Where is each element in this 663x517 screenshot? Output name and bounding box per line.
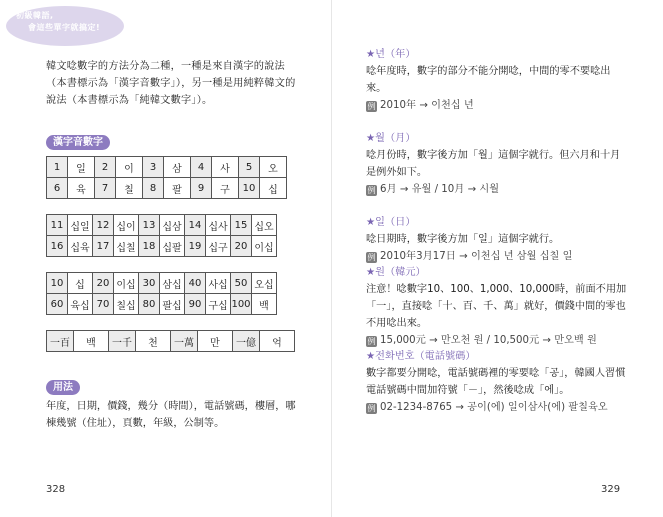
example-text: 2010年3月17日 → 이천십 년 삼월 십칠 일 — [380, 251, 573, 262]
korean-cell: 십구 — [206, 236, 231, 257]
korean-cell: 구십 — [206, 294, 231, 315]
table-row — [47, 331, 295, 352]
korean-cell: 육 — [68, 178, 95, 199]
number-cell: 12 — [93, 215, 114, 236]
entry-example — [366, 332, 630, 349]
example-text: 2010年 → 이천십 년 — [380, 100, 474, 111]
number-cell: 1 — [47, 157, 68, 178]
korean-cell: 억 — [260, 331, 295, 352]
chapter-badge-text — [16, 10, 100, 34]
example-mark-icon: 例 — [367, 337, 376, 346]
number-cell: 11 — [47, 215, 68, 236]
korean-cell: 육십 — [68, 294, 93, 315]
number-cell: 3 — [143, 157, 164, 178]
table-row — [47, 273, 277, 294]
table-row — [47, 178, 287, 199]
entry-2 — [366, 214, 630, 265]
korean-cell: 백 — [74, 331, 109, 352]
number-cell: 一億 — [233, 331, 260, 352]
korean-cell: 오 — [260, 157, 287, 178]
badge-line-2: 會這些單字就搞定! — [28, 23, 101, 32]
number-cell: 5 — [239, 157, 260, 178]
example-text: 02-1234-8765 → 공이(에) 일이삼사(에) 팔칠육오 — [380, 402, 608, 413]
number-cell: 80 — [139, 294, 160, 315]
number-cell: 20 — [231, 236, 252, 257]
korean-cell: 일 — [68, 157, 95, 178]
example-mark-icon: 例 — [367, 404, 376, 413]
entry-4 — [366, 348, 630, 416]
number-table-1 — [46, 156, 287, 199]
number-cell: 100 — [231, 294, 252, 315]
korean-cell: 십팔 — [160, 236, 185, 257]
korean-cell: 십이 — [114, 215, 139, 236]
entry-heading: ★년（年） — [366, 49, 416, 60]
number-table-4 — [46, 330, 295, 352]
number-cell: 60 — [47, 294, 68, 315]
number-cell: 8 — [143, 178, 164, 199]
number-cell: 6 — [47, 178, 68, 199]
entry-body: 數字都要分開唸，電話號碼裡的零要唸「공」，韓國人習慣電話號碼中間加符號「－」，然後唸成「에」。 — [366, 368, 626, 396]
usage-text: 年度，日期，價錢，幾分（時間），電話號碼，樓層，哪棟幾號（住址），頁數，年級，公制等。 — [46, 401, 296, 429]
entry-example — [366, 97, 630, 114]
korean-cell: 십 — [260, 178, 287, 199]
number-cell: 14 — [185, 215, 206, 236]
example-mark-icon: 例 — [367, 253, 376, 262]
number-cell: 13 — [139, 215, 160, 236]
table-row — [47, 294, 277, 315]
sino-numbers-label: 漢字音數字 — [46, 135, 110, 150]
table-row — [47, 236, 277, 257]
korean-cell: 팔 — [164, 178, 191, 199]
korean-cell: 백 — [252, 294, 277, 315]
entry-heading: ★전화번호（電話號碼） — [366, 351, 476, 362]
number-cell: 2 — [95, 157, 116, 178]
korean-cell: 천 — [136, 331, 171, 352]
number-cell: 一百 — [47, 331, 74, 352]
entry-0 — [366, 46, 630, 114]
korean-cell: 십삼 — [160, 215, 185, 236]
left-page — [0, 0, 331, 517]
example-mark-icon: 例 — [367, 186, 376, 195]
korean-cell: 삼 — [164, 157, 191, 178]
entry-body: 注意！唸數字10、100、1,000、10,000時，前面不用加「一」，直接唸「十、百、千、萬」就好，價錢中間的零也不用唸出來。 — [366, 284, 627, 329]
entry-body: 唸日期時，數字後方加「일」這個字就行。 — [366, 234, 560, 245]
entry-heading: ★원（韓元） — [366, 267, 426, 278]
number-cell: 一千 — [109, 331, 136, 352]
korean-cell: 팔십 — [160, 294, 185, 315]
number-cell: 20 — [93, 273, 114, 294]
number-cell: 15 — [231, 215, 252, 236]
number-cell: 30 — [139, 273, 160, 294]
entry-example — [366, 399, 630, 416]
korean-cell: 칠 — [116, 178, 143, 199]
number-cell: 7 — [95, 178, 116, 199]
korean-cell: 십일 — [68, 215, 93, 236]
intro-paragraph: 韓文唸數字的方法分為二種，一種是來自漢字的說法（本書標示為「漢字音數字」），另一種是用純粹韓文的說法（本書標示為「純韓文數字」）。 — [46, 61, 296, 106]
entry-body: 唸月份時，數字後方加「월」這個字就行。但六月和十月是例外如下。 — [366, 150, 621, 178]
usage-label: 用法 — [46, 380, 80, 395]
korean-cell: 사십 — [206, 273, 231, 294]
entry-heading: ★일（日） — [366, 217, 416, 228]
number-cell: 一萬 — [171, 331, 198, 352]
korean-cell: 십육 — [68, 236, 93, 257]
korean-cell: 구 — [212, 178, 239, 199]
number-table-2 — [46, 214, 277, 257]
number-cell: 16 — [47, 236, 68, 257]
korean-cell: 십사 — [206, 215, 231, 236]
korean-cell: 만 — [198, 331, 233, 352]
example-text: 6月 → 유월 / 10月 → 시월 — [380, 184, 500, 195]
korean-cell: 이십 — [114, 273, 139, 294]
number-cell: 18 — [139, 236, 160, 257]
page-number-right: 329 — [601, 484, 621, 495]
number-cell: 19 — [185, 236, 206, 257]
entry-body: 唸年度時，數字的部分不能分開唸，中間的零不要唸出來。 — [366, 66, 611, 94]
korean-cell: 삼십 — [160, 273, 185, 294]
number-cell: 70 — [93, 294, 114, 315]
number-cell: 40 — [185, 273, 206, 294]
korean-cell: 십칠 — [114, 236, 139, 257]
entry-example — [366, 181, 630, 198]
number-cell: 90 — [185, 294, 206, 315]
number-cell: 10 — [239, 178, 260, 199]
korean-cell: 사 — [212, 157, 239, 178]
example-mark-icon: 例 — [367, 102, 376, 111]
entry-heading: ★월（月） — [366, 133, 416, 144]
number-table-3 — [46, 272, 277, 315]
korean-cell: 십 — [68, 273, 93, 294]
korean-cell: 칠십 — [114, 294, 139, 315]
number-cell: 10 — [47, 273, 68, 294]
number-cell: 50 — [231, 273, 252, 294]
badge-line-1: 初級韓語, — [16, 11, 54, 20]
korean-cell: 이십 — [252, 236, 277, 257]
entry-1 — [366, 130, 630, 198]
number-cell: 4 — [191, 157, 212, 178]
table-row — [47, 215, 277, 236]
entry-example — [366, 248, 630, 265]
korean-cell: 이 — [116, 157, 143, 178]
number-cell: 17 — [93, 236, 114, 257]
number-cell: 9 — [191, 178, 212, 199]
example-text: 15,000元 → 만오천 원 / 10,500元 → 만오백 원 — [380, 335, 597, 346]
entry-3 — [366, 264, 630, 349]
page-number-left: 328 — [46, 484, 66, 495]
table-row — [47, 157, 287, 178]
korean-cell: 십오 — [252, 215, 277, 236]
korean-cell: 오십 — [252, 273, 277, 294]
